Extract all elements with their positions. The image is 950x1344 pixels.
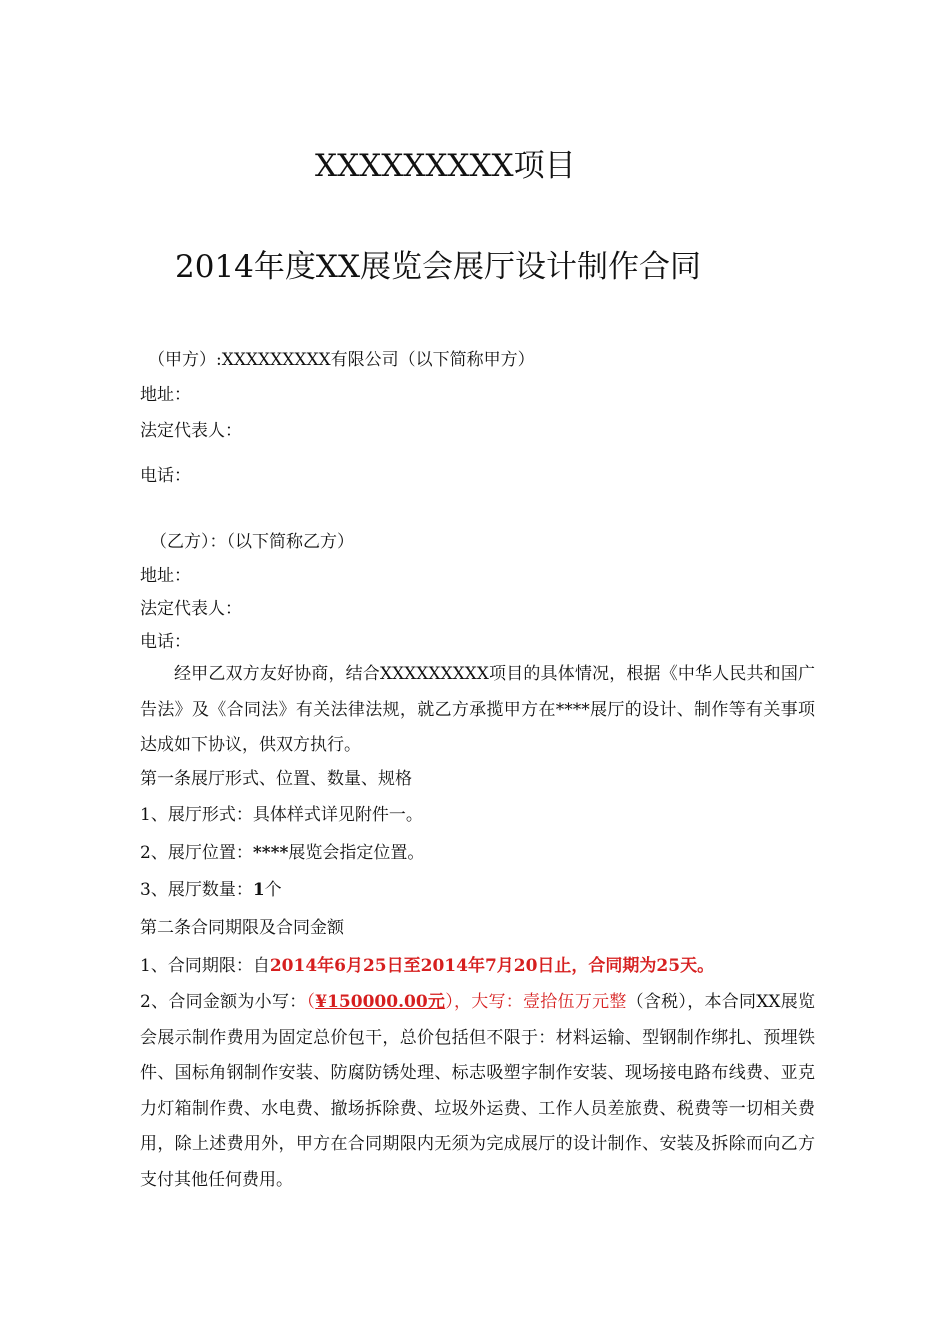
article1-item1: 1、展厅形式：具体样式详见附件一。 <box>140 805 423 825</box>
party-a-legal-rep: 法定代表人： <box>140 421 242 441</box>
contract-term-dates: 2014年6月25日至2014年7月20日止，合同期为25天。 <box>269 956 715 976</box>
party-a-address: 地址： <box>140 385 191 405</box>
party-b-heading: （乙方）：（以下简称乙方） <box>150 532 354 552</box>
contract-title: 2014年度XX展览会展厅设计制作合同 <box>175 249 702 285</box>
article2-heading: 第二条合同期限及合同金额 <box>140 918 344 938</box>
party-b-phone: 电话： <box>140 632 191 652</box>
project-title: XXXXXXXXX项目 <box>315 148 576 184</box>
article2-amount: 2、合同金额为小写：（¥150000.00元），大写：壹拾伍万元整（含税），本合同XX展览会展示制作费用为固定总价包干，总价包括但不限于：材料运输、型钢制作绑扎、预埋铁件、国标角钢制作安装、防腐防锈处理、标志吸塑字制作安装、现场接电路布线费、亚克力灯箱制作费、水电费、撤场拆除费、垃圾外运费、工作人员差旅费、税费等一切相关费用，除上述费用外，甲方在合同期限内无须为完成展厅的设计制作、安装及拆除而向乙方支付其他任何费用。 <box>140 992 815 1190</box>
article1-item2: 2、展厅位置：****展览会指定位置。 <box>140 843 425 863</box>
party-b-address: 地址： <box>140 566 191 586</box>
party-a-heading: （甲方）:XXXXXXXXX有限公司（以下简称甲方） <box>148 350 535 370</box>
party-a-phone: 电话： <box>140 466 191 486</box>
article1-item3: 3、展厅数量：1个 <box>140 880 282 900</box>
intro-paragraph: 经甲乙双方友好协商，结合XXXXXXXXX项目的具体情况，根据《中华人民共和国广告法》及《合同法》有关法律法规，就乙方承揽甲方在****展厅的设计、制作等有关事项达成如下协议，供双方执行。 <box>140 664 815 755</box>
party-b-legal-rep: 法定代表人： <box>140 599 242 619</box>
article1-heading: 第一条展厅形式、位置、数量、规格 <box>140 769 412 789</box>
article2-term: 1、合同期限：自2014年6月25日至2014年7月20日止，合同期为25天。 <box>140 956 715 976</box>
amount-value: ¥150000.00元 <box>315 992 446 1012</box>
